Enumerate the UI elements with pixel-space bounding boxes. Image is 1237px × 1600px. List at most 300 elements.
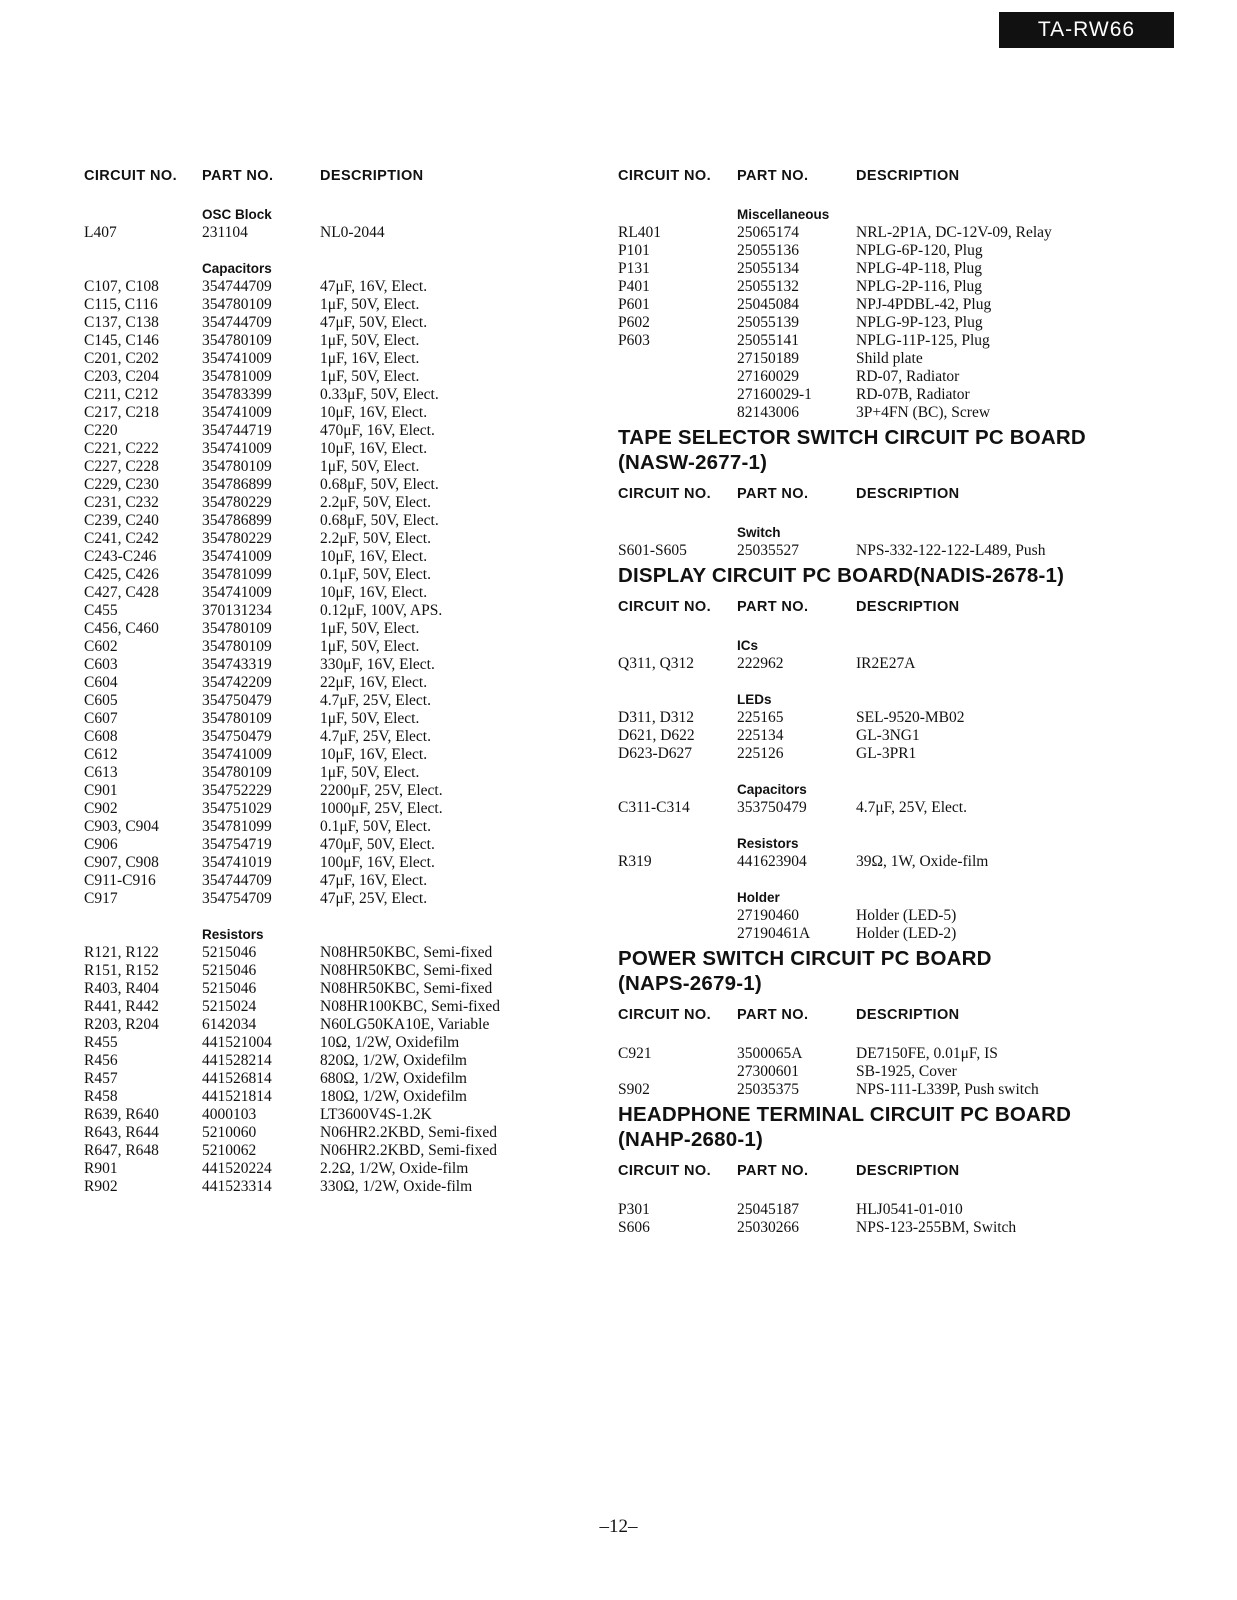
part-description: 0.68μF, 50V, Elect. — [320, 512, 439, 529]
part-no: 25035527 — [737, 542, 799, 559]
circuit-no: C427, C428 — [84, 584, 159, 601]
part-description: 10μF, 16V, Elect. — [320, 404, 428, 421]
part-no: 354741009 — [202, 746, 272, 763]
part-row — [618, 727, 1218, 745]
board-title: HEADPHONE TERMINAL CIRCUIT PC BOARD — [618, 1103, 1072, 1126]
circuit-no-header: CIRCUIT NO. — [618, 599, 712, 615]
circuit-no — [618, 1063, 737, 1081]
part-no: 354752229 — [202, 782, 272, 799]
part-description: 3P+4FN (BC), Screw — [856, 404, 991, 421]
part-row — [84, 998, 584, 1016]
part-row — [84, 620, 584, 638]
group-heading-pad — [618, 206, 737, 224]
part-description: 470μF, 50V, Elect. — [320, 836, 435, 853]
part-description: 680Ω, 1/2W, Oxidefilm — [320, 1070, 467, 1087]
part-row — [84, 512, 584, 530]
part-description: N06HR2.2KBD, Semi-fixed — [320, 1142, 497, 1159]
part-row — [84, 854, 584, 872]
group-heading-pad — [618, 781, 737, 799]
board-title: POWER SWITCH CIRCUIT PC BOARD — [618, 947, 992, 970]
part-row — [618, 655, 1218, 673]
part-row — [84, 1160, 584, 1178]
part-row — [84, 728, 584, 746]
part-no: 27300601 — [737, 1063, 799, 1080]
board-header-wrap — [618, 1163, 1218, 1195]
circuit-no — [618, 350, 737, 368]
circuit-no — [618, 907, 737, 925]
circuit-no: C229, C230 — [84, 476, 159, 493]
circuit-no: C907, C908 — [84, 854, 159, 871]
part-no: 5215046 — [202, 962, 257, 979]
part-no: 6142034 — [202, 1016, 257, 1033]
part-row — [84, 782, 584, 800]
part-row — [84, 638, 584, 656]
circuit-no: C921 — [618, 1045, 652, 1062]
part-description: 2200μF, 25V, Elect. — [320, 782, 443, 799]
board-title: DISPLAY CIRCUIT PC BOARD(NADIS-2678-1) — [618, 564, 1065, 587]
part-row — [618, 1045, 1218, 1063]
part-description: 330Ω, 1/2W, Oxide-film — [320, 1178, 473, 1195]
group-spacer — [618, 673, 1218, 691]
right-parts-column — [618, 168, 1218, 1237]
part-no: 3500065A — [737, 1045, 803, 1062]
circuit-no: C227, C228 — [84, 458, 159, 475]
group-heading-label: ICs — [737, 638, 759, 653]
part-no: 354741009 — [202, 350, 272, 367]
part-row — [84, 1178, 584, 1196]
part-row — [84, 710, 584, 728]
part-description: 1μF, 50V, Elect. — [320, 620, 420, 637]
part-description: NPLG-11P-125, Plug — [856, 332, 990, 349]
part-no: 354741009 — [202, 404, 272, 421]
part-no: 25065174 — [737, 224, 799, 241]
circuit-no: C311-C314 — [618, 799, 690, 816]
part-description: 10μF, 16V, Elect. — [320, 440, 428, 457]
part-row — [84, 296, 584, 314]
board-header-wrap — [618, 486, 1218, 518]
board-subtitle: (NASW-2677-1) — [618, 451, 768, 474]
circuit-no — [618, 386, 737, 404]
part-description: 4.7μF, 25V, Elect. — [320, 692, 431, 709]
part-no: 354780109 — [202, 710, 272, 727]
circuit-no: C612 — [84, 746, 118, 763]
part-row — [84, 548, 584, 566]
group-heading — [84, 206, 584, 224]
group-heading-pad — [618, 637, 737, 655]
part-row — [84, 386, 584, 404]
circuit-no: R458 — [84, 1088, 118, 1105]
circuit-no: R647, R648 — [84, 1142, 159, 1159]
group-heading-pad — [618, 524, 737, 542]
circuit-no: C221, C222 — [84, 440, 159, 457]
part-no: 27150189 — [737, 350, 799, 367]
part-no: 441521814 — [202, 1088, 272, 1105]
part-row — [618, 404, 1218, 422]
part-description: 180Ω, 1/2W, Oxidefilm — [320, 1088, 467, 1105]
part-description: NL0-2044 — [320, 224, 385, 241]
part-description: N06HR2.2KBD, Semi-fixed — [320, 1124, 497, 1141]
part-no: 25055139 — [737, 314, 799, 331]
part-no: 27190460 — [737, 907, 799, 924]
part-no: 25045187 — [737, 1201, 799, 1218]
board-section — [618, 428, 1218, 560]
part-row — [84, 494, 584, 512]
group-heading — [618, 781, 1218, 799]
circuit-no: D623-D627 — [618, 745, 693, 762]
part-no: 354741009 — [202, 584, 272, 601]
part-no-header: PART NO. — [737, 168, 809, 184]
column-header-row — [618, 599, 1218, 631]
group-heading-pad — [84, 260, 202, 278]
circuit-no: C903, C904 — [84, 818, 159, 835]
part-no: 354751029 — [202, 800, 272, 817]
description-header: DESCRIPTION — [856, 1007, 960, 1023]
part-row — [618, 296, 1218, 314]
part-row — [84, 962, 584, 980]
part-description: HLJ0541-01-010 — [856, 1201, 963, 1218]
group-heading — [618, 691, 1218, 709]
circuit-no: C425, C426 — [84, 566, 159, 583]
circuit-no: C602 — [84, 638, 118, 655]
part-description: 10Ω, 1/2W, Oxidefilm — [320, 1034, 460, 1051]
board-title: TAPE SELECTOR SWITCH CIRCUIT PC BOARD — [618, 426, 1086, 449]
circuit-no: D621, D622 — [618, 727, 695, 744]
group-spacer — [84, 908, 584, 926]
circuit-no: D311, D312 — [618, 709, 695, 726]
circuit-no: P603 — [618, 332, 650, 349]
group-heading-pad — [84, 206, 202, 224]
part-row — [618, 853, 1218, 871]
circuit-no: P401 — [618, 278, 650, 295]
part-no: 5215024 — [202, 998, 257, 1015]
part-row — [84, 440, 584, 458]
part-description: 10μF, 16V, Elect. — [320, 746, 428, 763]
part-row — [84, 224, 584, 242]
part-no: 354780109 — [202, 764, 272, 781]
part-no: 441523314 — [202, 1178, 272, 1195]
circuit-no: C603 — [84, 656, 118, 673]
circuit-no: S606 — [618, 1219, 650, 1236]
part-description: 2.2μF, 50V, Elect. — [320, 530, 431, 547]
part-no: 354780109 — [202, 296, 272, 313]
circuit-no: R441, R442 — [84, 998, 159, 1015]
part-row — [84, 350, 584, 368]
circuit-no: C607 — [84, 710, 118, 727]
part-no: 354780229 — [202, 530, 272, 547]
part-description: RD-07, Radiator — [856, 368, 960, 385]
part-no: 5210062 — [202, 1142, 257, 1159]
group-heading — [84, 260, 584, 278]
part-description: 0.68μF, 50V, Elect. — [320, 476, 439, 493]
part-no: 5215046 — [202, 980, 257, 997]
part-row — [84, 746, 584, 764]
board-subtitle: (NAPS-2679-1) — [618, 972, 762, 995]
part-no: 25055141 — [737, 332, 799, 349]
part-no: 354781009 — [202, 368, 272, 385]
part-description: Holder (LED-2) — [856, 925, 957, 942]
circuit-no: P301 — [618, 1201, 650, 1218]
part-no: 354786899 — [202, 512, 272, 529]
circuit-no: C239, C240 — [84, 512, 159, 529]
part-description: 1μF, 50V, Elect. — [320, 458, 420, 475]
part-row — [84, 692, 584, 710]
part-row — [84, 332, 584, 350]
part-row — [84, 980, 584, 998]
circuit-no: S902 — [618, 1081, 650, 1098]
column-header-row — [618, 1007, 1218, 1039]
part-no: 222962 — [737, 655, 784, 672]
part-row — [618, 242, 1218, 260]
part-no: 25030266 — [737, 1219, 799, 1236]
part-no: 225134 — [737, 727, 784, 744]
part-description: NPLG-6P-120, Plug — [856, 242, 983, 259]
part-no: 27160029 — [737, 368, 799, 385]
circuit-no — [618, 925, 737, 943]
group-spacer — [618, 763, 1218, 781]
circuit-no: R456 — [84, 1052, 118, 1069]
part-description: 1μF, 50V, Elect. — [320, 332, 420, 349]
part-no-header: PART NO. — [737, 486, 809, 502]
part-no: 354783399 — [202, 386, 272, 403]
part-row — [84, 422, 584, 440]
circuit-no-header: CIRCUIT NO. — [84, 168, 178, 184]
group-heading-pad — [618, 691, 737, 709]
part-description: SEL-9520-MB02 — [856, 709, 965, 726]
part-description: 1μF, 16V, Elect. — [320, 350, 420, 367]
part-description: NPJ-4PDBL-42, Plug — [856, 296, 992, 313]
part-description: LT3600V4S-1.2K — [320, 1106, 432, 1123]
part-row — [618, 260, 1218, 278]
part-row — [618, 1219, 1218, 1237]
part-row — [84, 872, 584, 890]
part-description: 1μF, 50V, Elect. — [320, 764, 420, 781]
circuit-no: R457 — [84, 1070, 118, 1087]
circuit-no: C906 — [84, 836, 118, 853]
part-no: 354744709 — [202, 872, 272, 889]
circuit-no: L407 — [84, 224, 117, 241]
part-no: 354743319 — [202, 656, 272, 673]
part-no: 25035375 — [737, 1081, 799, 1098]
part-no: 354741009 — [202, 548, 272, 565]
part-description: 0.33μF, 50V, Elect. — [320, 386, 439, 403]
circuit-no: C107, C108 — [84, 278, 159, 295]
group-heading — [618, 206, 1218, 224]
part-row — [618, 224, 1218, 242]
page-number: ‒12‒ — [599, 1516, 638, 1537]
part-no: 354742209 — [202, 674, 272, 691]
part-description: 2.2μF, 50V, Elect. — [320, 494, 431, 511]
circuit-no-header: CIRCUIT NO. — [618, 168, 712, 184]
circuit-no: S601-S605 — [618, 542, 687, 559]
part-description: NPS-123-255BM, Switch — [856, 1219, 1017, 1236]
group-heading-label: Capacitors — [737, 782, 807, 797]
part-row — [618, 925, 1218, 943]
group-heading-label: Switch — [737, 525, 781, 540]
group-heading — [618, 637, 1218, 655]
description-header: DESCRIPTION — [856, 1163, 960, 1179]
circuit-no: C605 — [84, 692, 118, 709]
part-no: 25055132 — [737, 278, 799, 295]
circuit-no: R203, R204 — [84, 1016, 159, 1033]
part-row — [84, 890, 584, 908]
part-description: 470μF, 16V, Elect. — [320, 422, 435, 439]
part-description: 1μF, 50V, Elect. — [320, 638, 420, 655]
description-header: DESCRIPTION — [856, 599, 960, 615]
part-no: 354780109 — [202, 620, 272, 637]
part-no: 354741009 — [202, 440, 272, 457]
circuit-no: R643, R644 — [84, 1124, 159, 1141]
part-no: 441526814 — [202, 1070, 272, 1087]
part-row — [84, 602, 584, 620]
part-description: 47μF, 50V, Elect. — [320, 314, 428, 331]
group-heading — [618, 889, 1218, 907]
part-no: 25055134 — [737, 260, 799, 277]
part-description: 100μF, 16V, Elect. — [320, 854, 435, 871]
part-description: 22μF, 16V, Elect. — [320, 674, 428, 691]
circuit-no: C608 — [84, 728, 118, 745]
part-row — [84, 1052, 584, 1070]
circuit-no: C211, C212 — [84, 386, 159, 403]
part-no: 441623904 — [737, 853, 807, 870]
part-description: 1μF, 50V, Elect. — [320, 296, 420, 313]
group-heading-pad — [618, 835, 737, 853]
part-no: 354786899 — [202, 476, 272, 493]
board-section — [618, 949, 1218, 1099]
circuit-no: C456, C460 — [84, 620, 159, 637]
circuit-no: C243-C246 — [84, 548, 157, 565]
part-description: 1μF, 50V, Elect. — [320, 710, 420, 727]
part-no: 27190461A — [737, 925, 811, 942]
part-no: 27160029-1 — [737, 386, 812, 403]
circuit-no: C604 — [84, 674, 118, 691]
part-no: 370131234 — [202, 602, 272, 619]
part-no: 354754719 — [202, 836, 272, 853]
part-no: 25055136 — [737, 242, 799, 259]
part-row — [84, 584, 584, 602]
circuit-no — [618, 368, 737, 386]
circuit-no-header: CIRCUIT NO. — [618, 486, 712, 502]
part-row — [618, 278, 1218, 296]
group-heading-label: LEDs — [737, 692, 772, 707]
board-subtitle: (NAHP-2680-1) — [618, 1128, 763, 1151]
group-heading-pad — [618, 889, 737, 907]
part-row — [84, 818, 584, 836]
part-description: 0.1μF, 50V, Elect. — [320, 566, 431, 583]
circuit-no: R151, R152 — [84, 962, 159, 979]
part-description: IR2E27A — [856, 655, 916, 672]
group-heading-pad — [84, 926, 202, 944]
part-description: 330μF, 16V, Elect. — [320, 656, 435, 673]
part-row — [84, 1124, 584, 1142]
circuit-no — [618, 404, 737, 422]
circuit-no: P131 — [618, 260, 650, 277]
circuit-no: C115, C116 — [84, 296, 158, 313]
group-heading — [84, 926, 584, 944]
circuit-no-header: CIRCUIT NO. — [618, 1163, 712, 1179]
group-heading-label: Capacitors — [202, 261, 272, 276]
group-heading-label: OSC Block — [202, 207, 272, 222]
part-no: 354780109 — [202, 638, 272, 655]
part-row — [84, 458, 584, 476]
part-description: NPLG-9P-123, Plug — [856, 314, 983, 331]
part-no: 441528214 — [202, 1052, 272, 1069]
part-row — [618, 332, 1218, 350]
circuit-no: R901 — [84, 1160, 118, 1177]
part-description: NPS-111-L339P, Push switch — [856, 1081, 1039, 1098]
part-description: 4.7μF, 25V, Elect. — [320, 728, 431, 745]
circuit-no: C901 — [84, 782, 118, 799]
board-section — [618, 1105, 1218, 1237]
part-row — [84, 836, 584, 854]
circuit-no: C145, C146 — [84, 332, 159, 349]
part-description: 0.1μF, 50V, Elect. — [320, 818, 431, 835]
part-row — [84, 764, 584, 782]
circuit-no: C902 — [84, 800, 118, 817]
part-no: 354781099 — [202, 566, 272, 583]
group-heading-label: Holder — [737, 890, 780, 905]
part-row — [618, 709, 1218, 727]
circuit-no: R902 — [84, 1178, 118, 1195]
part-no: 354781099 — [202, 818, 272, 835]
part-description: N08HR50KBC, Semi-fixed — [320, 980, 493, 997]
part-description: N60LG50KA10E, Variable — [320, 1016, 490, 1033]
part-description: GL-3NG1 — [856, 727, 920, 744]
part-description: 820Ω, 1/2W, Oxidefilm — [320, 1052, 467, 1069]
column-header-row — [618, 168, 1218, 200]
circuit-no: C137, C138 — [84, 314, 159, 331]
circuit-no: P101 — [618, 242, 650, 259]
part-no: 5210060 — [202, 1124, 257, 1141]
part-row — [618, 907, 1218, 925]
part-row — [618, 1063, 1218, 1081]
part-description: N08HR50KBC, Semi-fixed — [320, 962, 493, 979]
part-row — [84, 530, 584, 548]
circuit-no: C220 — [84, 422, 118, 439]
part-description: DE7150FE, 0.01μF, IS — [856, 1045, 998, 1062]
circuit-no: C203, C204 — [84, 368, 159, 385]
part-no: 354750479 — [202, 692, 272, 709]
part-no: 25045084 — [737, 296, 799, 313]
part-no: 441521004 — [202, 1034, 272, 1051]
circuit-no: R403, R404 — [84, 980, 159, 997]
circuit-no: RL401 — [618, 224, 662, 241]
part-row — [618, 386, 1218, 404]
circuit-no: R319 — [618, 853, 652, 870]
part-no: 354744709 — [202, 314, 272, 331]
part-description: RD-07B, Radiator — [856, 386, 970, 403]
circuit-no: C455 — [84, 602, 118, 619]
part-row — [618, 368, 1218, 386]
part-no: 231104 — [202, 224, 248, 241]
part-description: 39Ω, 1W, Oxide-film — [856, 853, 989, 870]
circuit-no: C917 — [84, 890, 118, 907]
part-description: 1000μF, 25V, Elect. — [320, 800, 443, 817]
part-description: NRL-2P1A, DC-12V-09, Relay — [856, 224, 1052, 241]
circuit-no-header: CIRCUIT NO. — [618, 1007, 712, 1023]
model-badge: TA-RW66 — [999, 12, 1174, 48]
part-row — [84, 566, 584, 584]
part-no-header: PART NO. — [737, 1163, 809, 1179]
group-heading-label: Miscellaneous — [737, 207, 830, 222]
part-row — [618, 1081, 1218, 1099]
part-no: 354744719 — [202, 422, 272, 439]
circuit-no: C231, C232 — [84, 494, 159, 511]
part-description: 0.12μF, 100V, APS. — [320, 602, 443, 619]
group-heading — [618, 835, 1218, 853]
circuit-no: R639, R640 — [84, 1106, 159, 1123]
part-description: 10μF, 16V, Elect. — [320, 584, 428, 601]
part-row — [84, 1034, 584, 1052]
